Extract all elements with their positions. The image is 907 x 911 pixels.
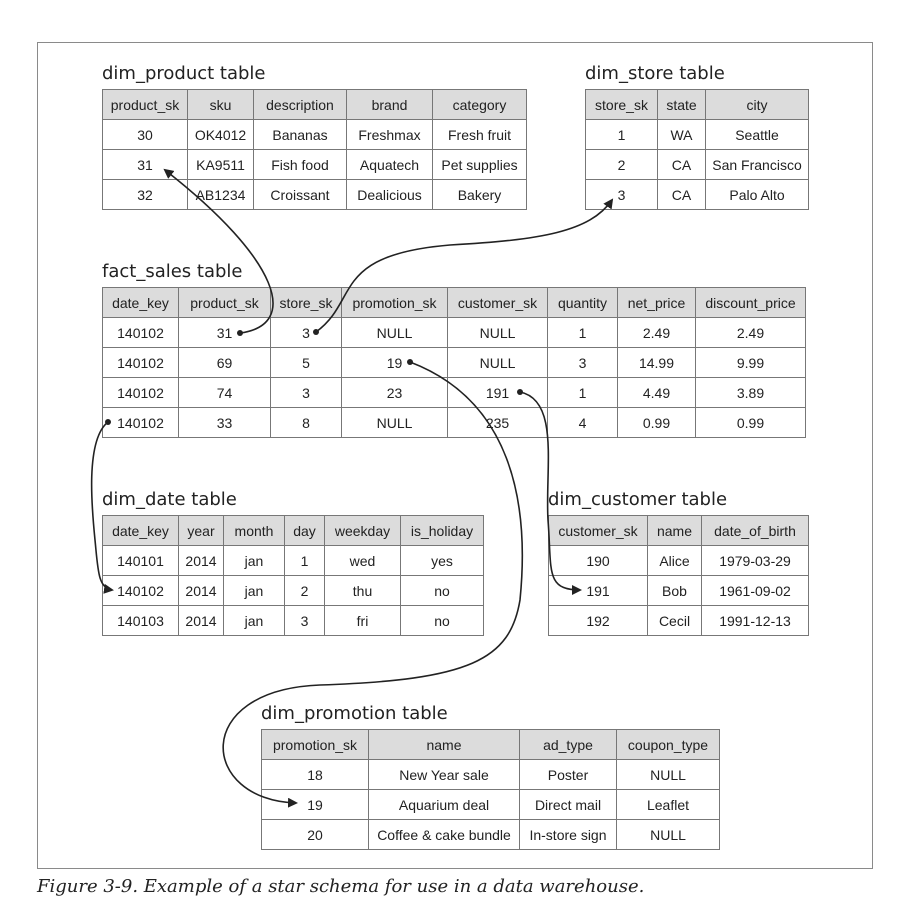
table-cell: New Year sale — [369, 760, 520, 790]
table-cell: 3 — [285, 606, 325, 636]
column-header: year — [179, 516, 224, 546]
table-cell: Fish food — [254, 150, 347, 180]
table-cell: 0.99 — [696, 408, 806, 438]
table-cell: 140103 — [103, 606, 179, 636]
column-header: discount_price — [696, 288, 806, 318]
column-header: promotion_sk — [262, 730, 369, 760]
table-cell: 1 — [586, 120, 658, 150]
dim-product-table — [102, 89, 527, 210]
table-cell: 235 — [448, 408, 548, 438]
table-row — [103, 546, 484, 576]
table-row — [103, 576, 484, 606]
column-header: store_sk — [586, 90, 658, 120]
column-header: weekday — [325, 516, 401, 546]
table-row — [103, 120, 527, 150]
table-cell: 4 — [548, 408, 618, 438]
table-row — [549, 606, 809, 636]
table-cell: Pet supplies — [433, 150, 527, 180]
table-cell: no — [401, 576, 484, 606]
column-header: customer_sk — [448, 288, 548, 318]
column-header: product_sk — [103, 90, 188, 120]
table-row — [586, 180, 809, 210]
table-cell: Leaflet — [617, 790, 720, 820]
table-cell: Freshmax — [347, 120, 433, 150]
table-cell: 1961-09-02 — [702, 576, 809, 606]
table-cell: NULL — [448, 348, 548, 378]
table-cell: 191 — [448, 378, 548, 408]
table-cell: no — [401, 606, 484, 636]
column-header: month — [224, 516, 285, 546]
table-cell: 31 — [179, 318, 271, 348]
table-cell: jan — [224, 546, 285, 576]
table-cell: 1979-03-29 — [702, 546, 809, 576]
header-row — [262, 730, 720, 760]
column-header: date_key — [103, 516, 179, 546]
table-cell: Coffee & cake bundle — [369, 820, 520, 850]
table-cell: 2014 — [179, 576, 224, 606]
table-cell: NULL — [617, 820, 720, 850]
table-row — [103, 348, 806, 378]
table-row — [103, 606, 484, 636]
table-cell: 2014 — [179, 606, 224, 636]
table-cell: Bananas — [254, 120, 347, 150]
table-cell: wed — [325, 546, 401, 576]
table-cell: 4.49 — [618, 378, 696, 408]
table-cell: 0.99 — [618, 408, 696, 438]
dim-product-title: dim_product table — [102, 63, 266, 84]
table-cell: 140102 — [103, 408, 179, 438]
table-cell: 140102 — [103, 348, 179, 378]
header-row — [103, 288, 806, 318]
table-cell: Poster — [520, 760, 617, 790]
table-row — [103, 180, 527, 210]
table-row — [103, 318, 806, 348]
header-row — [103, 90, 527, 120]
table-cell: Bob — [648, 576, 702, 606]
table-cell: Bakery — [433, 180, 527, 210]
table-cell: NULL — [448, 318, 548, 348]
table-cell: 1 — [548, 318, 618, 348]
table-cell: 30 — [103, 120, 188, 150]
table-cell: 140102 — [103, 576, 179, 606]
column-header: description — [254, 90, 347, 120]
table-cell: yes — [401, 546, 484, 576]
header-row — [549, 516, 809, 546]
table-cell: NULL — [617, 760, 720, 790]
column-header: coupon_type — [617, 730, 720, 760]
table-row — [103, 408, 806, 438]
table-cell: 33 — [179, 408, 271, 438]
table-cell: CA — [658, 150, 706, 180]
table-cell: Aquarium deal — [369, 790, 520, 820]
table-cell: 191 — [549, 576, 648, 606]
table-row — [549, 576, 809, 606]
header-row — [586, 90, 809, 120]
table-cell: Fresh fruit — [433, 120, 527, 150]
table-row — [262, 820, 720, 850]
column-header: state — [658, 90, 706, 120]
table-cell: 2.49 — [618, 318, 696, 348]
table-cell: 3 — [586, 180, 658, 210]
column-header: quantity — [548, 288, 618, 318]
table-cell: 140101 — [103, 546, 179, 576]
table-cell: 2014 — [179, 546, 224, 576]
table-cell: jan — [224, 606, 285, 636]
table-cell: 3 — [548, 348, 618, 378]
table-cell: jan — [224, 576, 285, 606]
table-cell: 1 — [548, 378, 618, 408]
table-row — [262, 760, 720, 790]
table-cell: 69 — [179, 348, 271, 378]
table-cell: 19 — [262, 790, 369, 820]
column-header: ad_type — [520, 730, 617, 760]
table-cell: 32 — [103, 180, 188, 210]
table-cell: AB1234 — [188, 180, 254, 210]
column-header: customer_sk — [549, 516, 648, 546]
dim-customer-table — [548, 515, 809, 636]
table-row — [262, 790, 720, 820]
column-header: day — [285, 516, 325, 546]
table-cell: 2 — [586, 150, 658, 180]
column-header: store_sk — [271, 288, 342, 318]
column-header: promotion_sk — [342, 288, 448, 318]
table-cell: Seattle — [706, 120, 809, 150]
table-cell: 190 — [549, 546, 648, 576]
table-row — [549, 546, 809, 576]
table-cell: OK4012 — [188, 120, 254, 150]
dim-customer-title: dim_customer table — [548, 489, 728, 510]
column-header: category — [433, 90, 527, 120]
table-row — [586, 150, 809, 180]
table-cell: In-store sign — [520, 820, 617, 850]
fact-sales-title: fact_sales table — [102, 261, 243, 282]
table-cell: 23 — [342, 378, 448, 408]
table-cell: 5 — [271, 348, 342, 378]
column-header: brand — [347, 90, 433, 120]
table-cell: Croissant — [254, 180, 347, 210]
table-cell: 1 — [285, 546, 325, 576]
table-cell: Direct mail — [520, 790, 617, 820]
column-header: city — [706, 90, 809, 120]
column-header: is_holiday — [401, 516, 484, 546]
table-row — [586, 120, 809, 150]
table-cell: Palo Alto — [706, 180, 809, 210]
table-cell: 19 — [342, 348, 448, 378]
table-cell: Dealicious — [347, 180, 433, 210]
table-cell: 140102 — [103, 378, 179, 408]
table-cell: 140102 — [103, 318, 179, 348]
table-cell: thu — [325, 576, 401, 606]
dim-promotion-table — [261, 729, 720, 850]
column-header: date_of_birth — [702, 516, 809, 546]
table-cell: 18 — [262, 760, 369, 790]
dim-promotion-title: dim_promotion table — [261, 703, 448, 724]
dim-date-table — [102, 515, 484, 636]
column-header: product_sk — [179, 288, 271, 318]
table-cell: 1991-12-13 — [702, 606, 809, 636]
column-header: net_price — [618, 288, 696, 318]
table-cell: 3 — [271, 378, 342, 408]
table-cell: KA9511 — [188, 150, 254, 180]
column-header: name — [369, 730, 520, 760]
table-cell: 2 — [285, 576, 325, 606]
table-cell: 74 — [179, 378, 271, 408]
table-cell: 31 — [103, 150, 188, 180]
header-row — [103, 516, 484, 546]
dim-date-title: dim_date table — [102, 489, 237, 510]
table-row — [103, 150, 527, 180]
table-cell: CA — [658, 180, 706, 210]
table-cell: 2.49 — [696, 318, 806, 348]
table-cell: NULL — [342, 408, 448, 438]
table-cell: fri — [325, 606, 401, 636]
table-cell: Cecil — [648, 606, 702, 636]
column-header: date_key — [103, 288, 179, 318]
table-row — [103, 378, 806, 408]
dim-store-title: dim_store table — [585, 63, 725, 84]
table-cell: 192 — [549, 606, 648, 636]
dim-store-table — [585, 89, 809, 210]
fact-sales-table — [102, 287, 806, 438]
table-cell: Aquatech — [347, 150, 433, 180]
table-cell: 8 — [271, 408, 342, 438]
table-cell: 14.99 — [618, 348, 696, 378]
table-cell: Alice — [648, 546, 702, 576]
column-header: name — [648, 516, 702, 546]
table-cell: 9.99 — [696, 348, 806, 378]
table-cell: San Francisco — [706, 150, 809, 180]
figure-caption: Figure 3-9. Example of a star schema for use in a data warehouse. — [37, 876, 645, 897]
column-header: sku — [188, 90, 254, 120]
table-cell: 20 — [262, 820, 369, 850]
table-cell: 3 — [271, 318, 342, 348]
table-cell: 3.89 — [696, 378, 806, 408]
table-cell: NULL — [342, 318, 448, 348]
table-cell: WA — [658, 120, 706, 150]
